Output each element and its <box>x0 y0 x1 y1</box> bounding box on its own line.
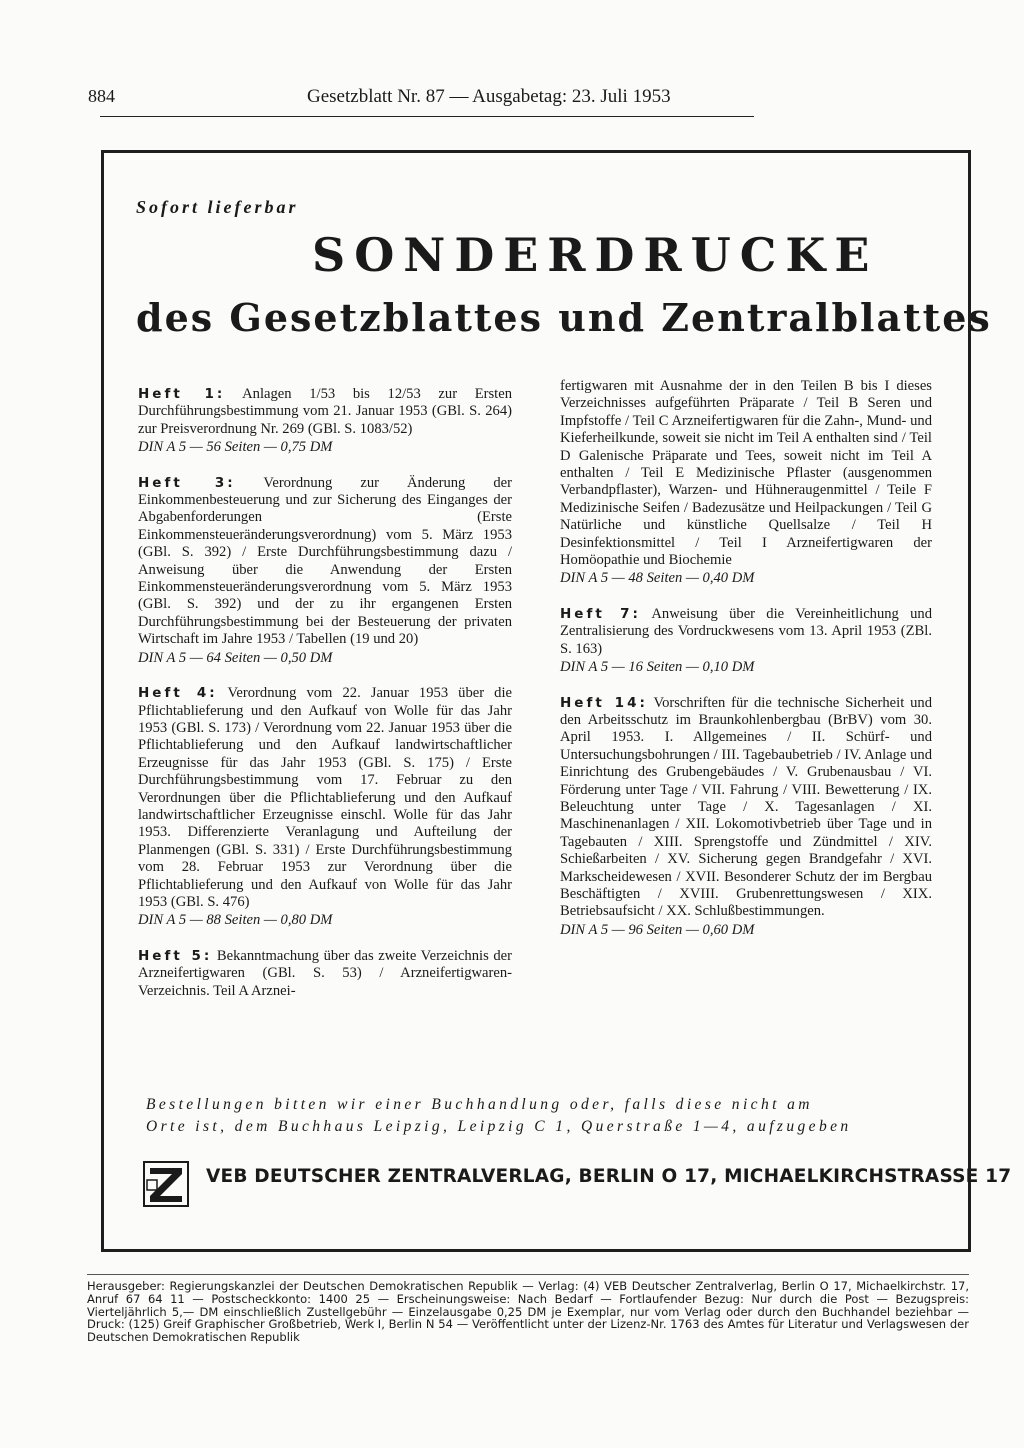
heft-entry <box>138 386 512 457</box>
running-head: Gesetzblatt Nr. 87 — Ausgabetag: 23. Juli 1953 <box>307 86 671 107</box>
heft-format-price: DIN A 5 — 56 Seiten — 0,75 DM <box>138 439 333 456</box>
heft-text: Verordnung vom 22. Januar 1953 über die Pflichtablieferung und den Aufkauf von Wolle für das Jahr 1953 (GBl. S. 173) / Verordnung vom 22. Januar 1953 über die Pflichtablieferung und den Aufkauf landwirtschaftlicher Erzeugnisse für das Jahr 1953 (GBl. S. 175) / Erste Durchführungsbestimmung vom 17. Februar zu den Verordnungen über die Pflichtablieferung und den Aufkauf landwirtschaftlicher Erzeugnisse einschl. Wolle für das Jahr 1953. Differenzierte Veranlagung und Aufteilung der Planmengen (GBl. S. 331) / Erste Durchführungsbestimmung vom 28. Februar 1953 zur Verordnung über die Pflichtablieferung und den Aufkauf von Wolle für das Jahr 1953 (GBl. S. 476) <box>138 685 512 910</box>
heft-format-price: DIN A 5 — 16 Seiten — 0,10 DM <box>560 659 755 676</box>
page-header <box>86 86 754 110</box>
heft-label: Heft 7: <box>560 605 641 622</box>
heft-format-price: DIN A 5 — 64 Seiten — 0,50 DM <box>138 649 333 666</box>
heft-label: Heft 4: <box>138 685 218 702</box>
heft-format-price: DIN A 5 — 88 Seiten — 0,80 DM <box>138 912 333 929</box>
heft-entry <box>138 685 512 930</box>
ad-tagline: Sofort lieferbar <box>136 197 299 217</box>
heft-text: Verordnung zur Änderung der Einkommenbesteuerung und zur Sicherung des Einganges der Abgabenforderungen (Erste Einkommensteueränderungsverordnung) vom 5. März 1953 (GBl. S. 392) / Erste Durchführungsbestimmung dazu / Anweisung über die Anwendung der Ersten Einkommensteueränderungsverordnung vom 5. März 1953 (GBl. S. 392) und der zu ihr ergangenen Ersten Durchführungsbestimmung bei der Besteuerung der privaten Wirtschaft im Jahre 1953 / Tabellen (19 und 20) <box>138 474 513 648</box>
heft-format-price: DIN A 5 — 96 Seiten — 0,60 DM <box>560 921 755 938</box>
heft-entry <box>560 695 932 940</box>
ad-title: SONDERDRUCKE <box>312 228 879 282</box>
imprint-rule <box>87 1274 969 1275</box>
heft-label: Heft 5: <box>138 947 213 964</box>
heft-entry <box>138 475 512 667</box>
left-column <box>138 386 512 1018</box>
right-column <box>560 378 932 957</box>
heft-text: Anweisung über die Vereinheitlichung und Zentralisierung des Vordruckwesens vom 13. April 1953 (ZBl. S. 163) <box>560 605 933 657</box>
heft-text: Anlagen 1/53 bis 12/53 zur Ersten Durchführungsbestimmung vom 21. Januar 1953 (GBl. S. 264) zur Preisverordnung Nr. 269 (GBl. S. 1083/52) <box>138 386 512 437</box>
order-note <box>146 1094 938 1138</box>
publisher-logo-icon <box>142 1158 190 1210</box>
heft-entry-continuation <box>560 378 932 588</box>
heft-label: Heft 14: <box>560 694 648 711</box>
heft-text: Bekanntmachung über das zweite Verzeichnis der Arzneifertigwaren (GBl. S. 53) / Arzneifertigwaren-Verzeichnis. Teil A Arznei- <box>138 947 512 999</box>
imprint: Herausgeber: Regierungskanzlei der Deutschen Demokratischen Republik — Verlag: (4) VEB Deutscher Zentralverlag, Berlin O 17, Michaelkirchstr. 17, Anruf 67 64 11 — Postscheckkonto: 1400 25 — Erscheinungsweise: Nach Bedarf — Fortlaufender Bezug: Nur durch die Post — Bezugspreis: Vierteljährlich 5,— DM einschließlich Zustellgebühr — Einzelausgabe 0,25 DM je Exemplar, nur vom Verlag oder durch den Buchhandel beziehbar — Druck: (125) Greif Graphischer Großbetrieb, Werk I, Berlin N 54 — Veröffentlicht unter der Lizenz-Nr. 1763 des Amtes für Literatur und Verlagswesen der Deutschen Demokratischen Republik <box>87 1279 969 1345</box>
ad-subtitle: des Gesetzblattes und Zentralblattes <box>136 295 992 340</box>
heft-entry <box>560 606 932 677</box>
publisher-line: VEB DEUTSCHER ZENTRALVERLAG, BERLIN O 17, MICHAELKIRCHSTRASSE 17 <box>206 1166 1012 1187</box>
page-number: 884 <box>88 86 115 106</box>
heft-format-price: DIN A 5 — 48 Seiten — 0,40 DM <box>560 570 755 587</box>
heft-label: Heft 3: <box>138 474 236 491</box>
heft-label: Heft 1: <box>138 386 226 402</box>
order-note-line: Bestellungen bitten wir einer Buchhandlung oder, falls diese nicht am <box>146 1096 813 1113</box>
heft-entry <box>138 948 512 1000</box>
order-note-line: Orte ist, dem Buchhaus Leipzig, Leipzig C 1, Querstraße 1—4, aufzugeben <box>146 1118 852 1135</box>
heft-text: fertigwaren mit Ausnahme der in den Teilen B bis I dieses Verzeichnisses aufgeführten Präparate / Teil B Seren und Impfstoffe / Teil C Arzneifertigwaren für die Zahn-, Mund- und Kieferheilkunde, soweit sie nicht im Teil A enthalten sind / Teil D Galenische Präparate und Tees, soweit nicht im Teil A enthalten / Teil E Medizinische Pflaster (ausgenommen Verbandpflaster), Warzen- und Hühneraugenmittel / Teile F Medizinische Seifen / Badezusätze und Heilpackungen / Teil G Natürliche und künstliche Quellsalze / Teil H Desinfektionsmittel / Teil I Arzneifertigwaren der Homöopathie und Biochemie <box>560 378 932 569</box>
header-rule <box>100 116 754 117</box>
heft-text: Vorschriften für die technische Sicherheit und den Arbeitsschutz im Braunkohlenbergbau (BrBV) vom 30. April 1953. I. Allgemeines / II. Schürf- und Untersuchungsbohrungen / III. Tagebaubetrieb / IV. Anlage und Einrichtung des Grubengebäudes / V. Grubenausbau / VI. Förderung unter Tage / VII. Fahrung / VIII. Bewetterung / IX. Beleuchtung unter Tage / X. Tagesanlagen / XI. Maschinenanlagen / XII. Lokomotivbetrieb über Tage und in Tagebauten / XIII. Sprengstoffe und Zündmittel / XIV. Schießarbeiten / XV. Sicherung gegen Brandgefahr / XVI. Markscheidewesen / XVII. Besonderer Schutz der im Bergbau Beschäftigten / XVIII. Grubenrettungswesen / XIX. Betriebsaufsicht / XX. Schlußbestimmungen. <box>560 694 932 920</box>
